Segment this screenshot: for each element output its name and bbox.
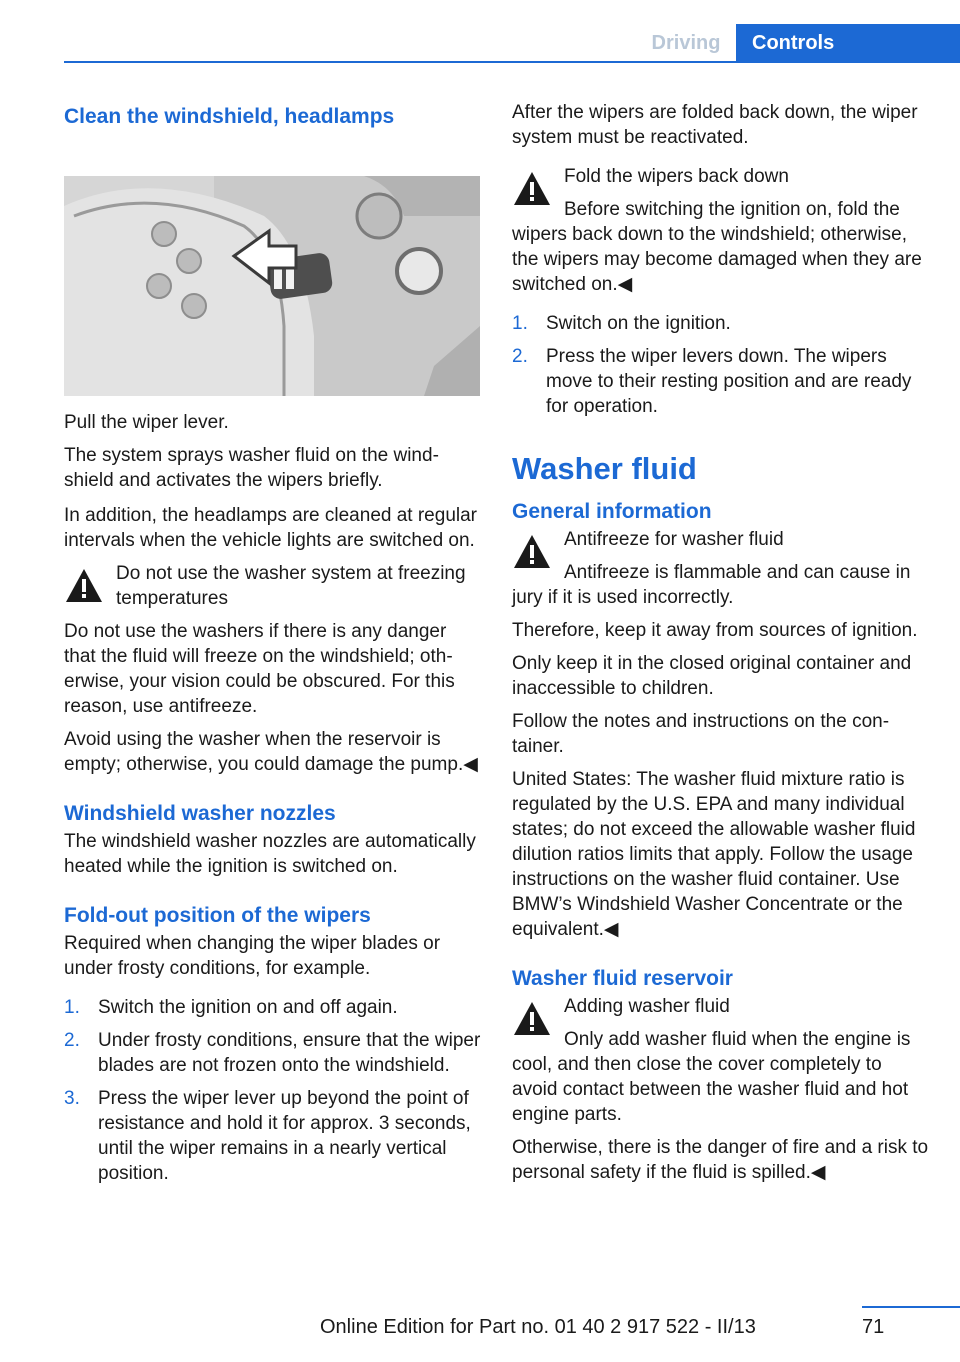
- warning-triangle-icon: [64, 567, 104, 605]
- foldout-steps-list: [64, 995, 482, 1186]
- text-required-when: Required when changing the wiper blades or under frosty conditions, for example.: [64, 933, 441, 979]
- warning-triangle-icon: [512, 170, 552, 208]
- text-united-states: United States: The washer fluid mixture ratio is regulated by the U.S. EPA and many individual states; do not exceed the allowable washer fluid dilution ratios limits that apply. Follow the usage instructions on the washer fluid container. Use BMW’s Windshield Washer Concentrate or the equivalent.◀: [512, 769, 916, 940]
- warning-freezing-title: Do not use the washer system at freezing temperatures: [116, 563, 466, 609]
- text-reservoir-empty: Avoid using the washer when the reservoir is empty; otherwise, you could damage the pump.◀: [64, 729, 478, 775]
- heading-general-information: General information: [512, 500, 712, 523]
- heading-washer-reservoir: Washer fluid reservoir: [512, 967, 733, 990]
- text-headlamps-cleaned: In addition, the headlamps are cleaned at regular intervals when the vehicle lights are switched on.: [64, 505, 477, 551]
- heading-foldout-position: Fold-out position of the wipers: [64, 904, 371, 927]
- wiper-lever-photo: [64, 176, 480, 396]
- reactivate-steps-list: [512, 311, 930, 419]
- heading-washer-fluid: Washer fluid: [512, 451, 697, 486]
- warning-triangle-icon: [512, 1000, 552, 1038]
- header-rule: [64, 61, 960, 63]
- right-column: [512, 100, 930, 1193]
- heading-washer-nozzles: Windshield washer nozzles: [64, 802, 336, 825]
- warning-antifreeze-line: Antifreeze is flammable and can cause in: [564, 562, 911, 583]
- header-tab-controls[interactable]: Controls: [736, 24, 960, 62]
- text-freezing-body: Do not use the washers if there is any danger that the fluid will freeze on the windshield; otherwise, your vision could be obscured. For this reason, use antifreeze.: [64, 621, 455, 717]
- text-keep-away: Therefore, keep it away from sources of ignition.: [512, 620, 918, 641]
- text-follow-notes: Follow the notes and instructions on the container.: [512, 711, 890, 757]
- text-adding-fluid-body: cool, and then close the cover completely to avoid contact between the washer fluid and hot engine parts.: [512, 1054, 909, 1125]
- footer-rule: [862, 1306, 960, 1308]
- warning-antifreeze: [512, 527, 930, 585]
- list-item: 2. Press the wiper levers down. The wipers move to their resting position and are ready for operation.: [512, 346, 912, 417]
- text-only-keep: Only keep it in the closed original container and inaccessible to children.: [512, 653, 912, 699]
- list-item: 2. Under frosty conditions, ensure that the wiper blades are not frozen onto the windshield.: [64, 1030, 481, 1076]
- list-item: 3. Press the wiper lever up beyond the point of resistance and hold it for approx. 3 seconds, until the wiper remains in a nearly vertical position.: [64, 1088, 471, 1184]
- text-fold-wipers-body: wipers back down to the windshield; otherwise, the wipers may become damaged when they are switched on.◀: [512, 224, 922, 295]
- header-tab-driving[interactable]: Driving: [651, 32, 721, 54]
- warning-freezing: [64, 561, 482, 611]
- list-item: 1. Switch on the ignition.: [512, 313, 731, 334]
- warning-triangle-icon: [512, 533, 552, 571]
- heading-clean-windshield: Clean the windshield, headlamps: [64, 105, 395, 128]
- left-column: [64, 100, 482, 1194]
- warning-fold-wipers-line: Before switching the ignition on, fold the: [564, 199, 900, 220]
- text-antifreeze-body: jury if it is used incorrectly.: [512, 587, 734, 608]
- warning-antifreeze-title: Antifreeze for washer fluid: [564, 529, 784, 550]
- warning-fold-wipers: [512, 164, 930, 222]
- warning-adding-fluid-line: Only add washer fluid when the engine is: [564, 1029, 911, 1050]
- text-pull-lever: Pull the wiper lever.: [64, 412, 229, 433]
- text-otherwise-danger: Otherwise, there is the danger of fire and a risk to personal safety if the fluid is spilled.◀: [512, 1137, 929, 1183]
- warning-adding-fluid: [512, 994, 930, 1052]
- footer-edition-text: Online Edition for Part no. 01 40 2 917 522 - II/13: [320, 1316, 756, 1338]
- warning-adding-fluid-title: Adding washer fluid: [564, 996, 730, 1017]
- text-nozzles-heated: The windshield washer nozzles are automatically heated while the ignition is switched on.: [64, 831, 476, 877]
- text-system-sprays: The system sprays washer fluid on the windshield and activates the wipers briefly.: [64, 445, 439, 491]
- warning-fold-wipers-title: Fold the wipers back down: [564, 166, 789, 187]
- list-item: 1. Switch the ignition on and off again.: [64, 997, 398, 1018]
- text-after-folded: After the wipers are folded back down, the wiper system must be reactivated.: [512, 102, 918, 148]
- page-number: 71: [862, 1316, 885, 1338]
